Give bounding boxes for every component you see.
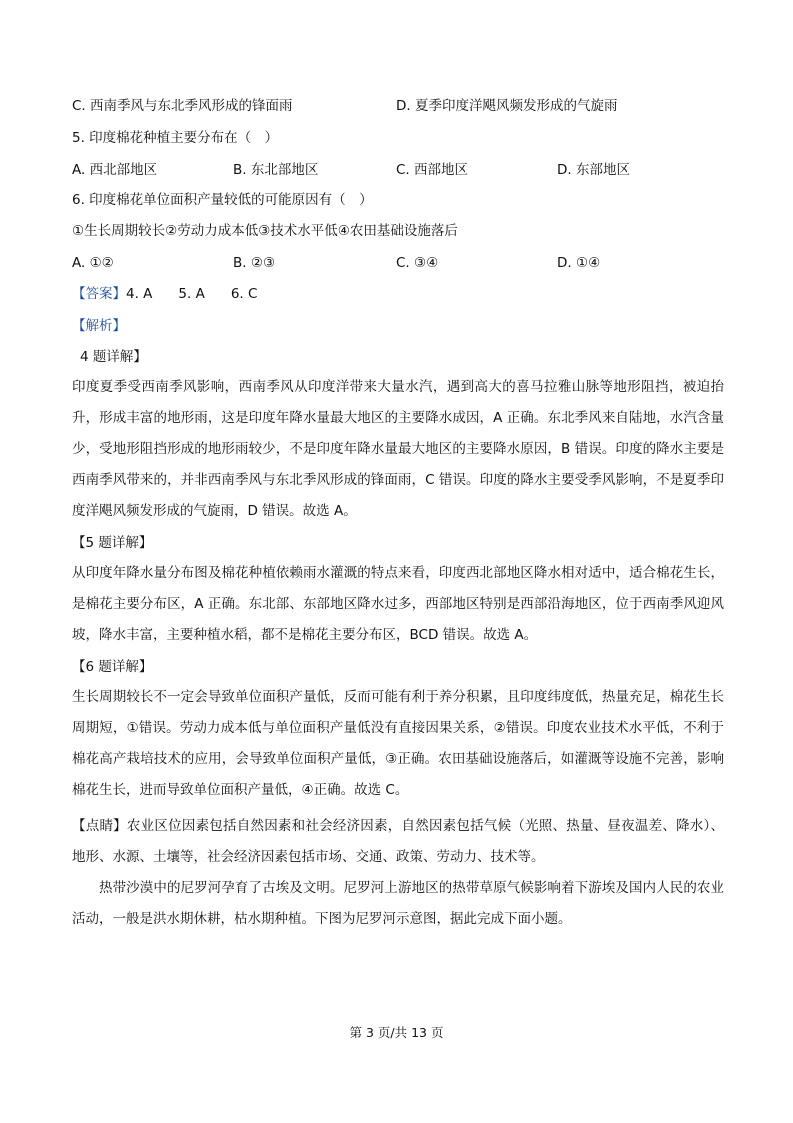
answer-6: 6. C	[230, 286, 258, 302]
q5-option-b: B. 东北部地区	[233, 162, 319, 178]
page-number: 第 3 页/共 13 页	[349, 1025, 444, 1040]
q6-option-b: B. ②③	[233, 255, 276, 271]
q5-option-d: D. 东部地区	[557, 162, 630, 178]
detail6-heading: 【6 题详解】	[72, 659, 153, 675]
tip-text: 农业区位因素包括自然因素和社会经济因素，自然因素包括气候（光照、热量、昼夜温差、降水）、地形、水源、土壤等，社会经济因素包括市场、交通、政策、劳动力、技术等。	[72, 818, 725, 865]
detail4-heading: 4 题详解】	[80, 349, 147, 365]
q6-stem: 6. 印度棉花单位面积产量较低的可能原因有（ ）	[72, 192, 373, 208]
q5-option-c: C. 西部地区	[396, 162, 469, 178]
answer-label: 【答案】	[72, 286, 126, 302]
q4-option-d: D. 夏季印度洋飓风频发形成的气旋雨	[396, 98, 618, 114]
tip-label: 【点睛】	[72, 818, 127, 834]
q5-stem: 5. 印度棉花种植主要分布在（ ）	[72, 130, 279, 146]
q5-option-a: A. 西北部地区	[72, 162, 158, 178]
q6-reasons: ①生长周期较长②劳动力成本低③技术水平低④农田基础设施落后	[72, 223, 458, 239]
q4-option-c: C. 西南季风与东北季风形成的锋面雨	[72, 98, 293, 114]
detail6-text: 生长周期较长不一定会导致单位面积产量低，反而可能有利于养分积累，且印度纬度低，热量充足，棉花生长周期短，①错误。劳动力成本低与单位面积产量低没有直接因果关系，②错误。印度农业技术水平低，不利于棉花高产栽培技术的应用，会导致单位面积产量低，③正确。农田基础设施落后，如灌溉等设施不完善，影响棉花生长，进而导致单位面积产量低，④正确。故选 C。	[72, 689, 724, 798]
answer-4: 4. A	[126, 286, 153, 302]
analysis-label: 【解析】	[72, 318, 126, 334]
detail5-heading: 【5 题详解】	[72, 535, 153, 551]
tip-paragraph	[72, 811, 724, 873]
nile-intro: 热带沙漠中的尼罗河孕育了古埃及文明。尼罗河上游地区的热带草原气候影响着下游埃及国内人民的农业活动，一般是洪水期休耕，枯水期种植。下图为尼罗河示意图，据此完成下面小题。	[72, 880, 724, 927]
answer-5: 5. A	[178, 286, 205, 302]
detail5-text: 从印度年降水量分布图及棉花种植依赖雨水灌溉的特点来看，印度西北部地区降水相对适中，适合棉花生长，是棉花主要分布区，A 正确。东北部、东部地区降水过多，西部地区特别是西部沿海地区，位于西南季风迎风坡，降水丰富，主要种植水稻，都不是棉花主要分布区，BCD 错误。故选 A。	[72, 565, 724, 643]
detail4-text: 印度夏季受西南季风影响，西南季风从印度洋带来大量水汽，遇到高大的喜马拉雅山脉等地形阻挡，被迫抬升，形成丰富的地形雨，这是印度年降水量最大地区的主要降水成因，A 正确。东北季风来自陆地，水汽含量少，受地形阻挡形成的地形雨较少，不是印度年降水量最大地区的主要降水原因，B 错误。印度的降水主要是西南季风带来的，并非西南季风与东北季风形成的锋面雨，C 错误。印度的降水主要受季风影响，不是夏季印度洋飓风频发形成的气旋雨，D 错误。故选 A。	[72, 379, 724, 519]
answer-row	[72, 284, 257, 304]
q6-option-c: C. ③④	[396, 255, 439, 271]
q6-option-a: A. ①②	[72, 255, 114, 271]
q6-option-d: D. ①④	[557, 255, 601, 271]
